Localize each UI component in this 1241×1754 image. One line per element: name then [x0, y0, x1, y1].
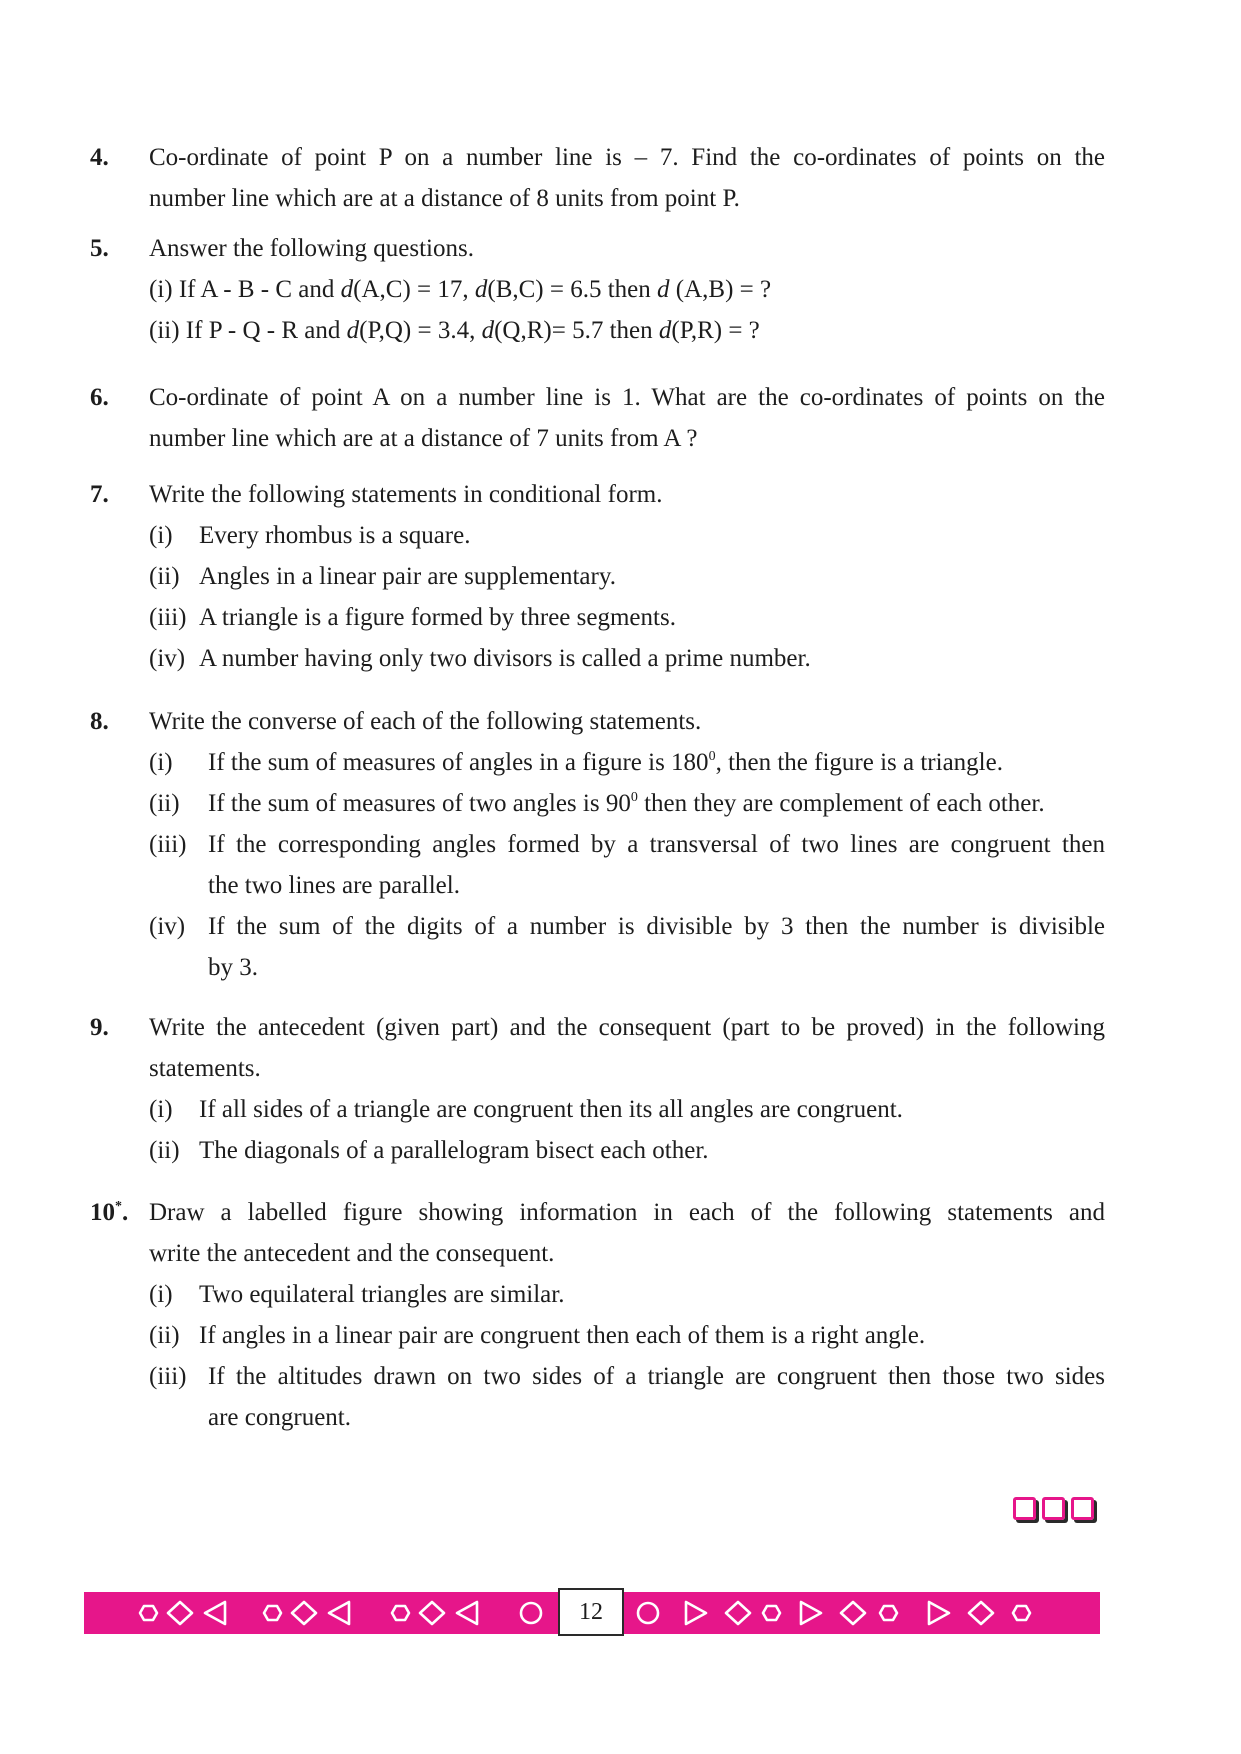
diamond-icon — [420, 1602, 444, 1624]
footer-shapes-left — [84, 1592, 556, 1634]
question-number: 5. — [90, 235, 109, 262]
triangle-left-icon — [205, 1602, 225, 1624]
question-8 — [90, 701, 1105, 988]
question-text-line: statements. — [149, 1055, 261, 1082]
question-part-i: (i) If A - B - C and d(A,C) = 17, d(B,C) = 6.5 then d (A,B) = ? — [149, 276, 772, 303]
list-item: (i) If all sides of a triangle are congruent then its all angles are congruent. — [149, 1096, 903, 1123]
list-item: (iv) A number having only two divisors is called a prime number. — [149, 645, 811, 672]
diamond-icon — [841, 1602, 865, 1624]
list-item: (ii) If angles in a linear pair are congruent then each of them is a right angle. — [149, 1322, 926, 1349]
list-item: (iii) A triangle is a figure formed by three segments. — [149, 604, 676, 631]
square-icon — [1013, 1497, 1036, 1520]
degree-superscript: 0 — [630, 790, 638, 805]
question-text-line: Write the antecedent (given part) and the consequent (part to be proved) in the following — [149, 1014, 1105, 1041]
question-text-line: Draw a labelled figure showing information in each of the following statements and — [149, 1199, 1105, 1226]
question-9 — [90, 1007, 1105, 1171]
diamond-icon — [969, 1602, 993, 1624]
question-4 — [90, 137, 1105, 219]
question-number: 7. — [90, 481, 109, 508]
triangle-left-icon — [329, 1602, 349, 1624]
footer-shapes-right — [626, 1592, 1100, 1634]
degree-superscript: 0 — [708, 749, 716, 764]
question-number: 9. — [90, 1014, 109, 1041]
list-item: (iii) If the corresponding angles formed by a transversal of two lines are congruent then — [149, 831, 1105, 858]
triangle-left-icon — [457, 1602, 477, 1624]
question-text-line: Co-ordinate of point P on a number line is – 7. Find the co-ordinates of points on the — [149, 144, 1105, 171]
question-text-line: write the antecedent and the consequent. — [149, 1240, 555, 1267]
triangle-right-icon — [686, 1602, 706, 1624]
page-number: 12 — [558, 1588, 624, 1636]
list-item: (iv) If the sum of the digits of a number is divisible by 3 then the number is divisible — [149, 913, 1105, 940]
question-number: 6. — [90, 384, 109, 411]
question-intro: Answer the following questions. — [149, 235, 474, 262]
hexagon-icon — [264, 1606, 281, 1620]
list-item-continuation: the two lines are parallel. — [208, 872, 460, 899]
hexagon-icon — [392, 1606, 409, 1620]
triangle-right-icon — [801, 1602, 821, 1624]
end-of-exercise-marks — [1013, 1497, 1094, 1520]
question-7 — [90, 474, 1105, 679]
list-item: (i) Every rhombus is a square. — [149, 522, 471, 549]
triangle-right-icon — [929, 1602, 949, 1624]
question-text-line: number line which are at a distance of 8 units from point P. — [149, 185, 740, 212]
list-item-continuation: are congruent. — [208, 1404, 351, 1431]
hexagon-icon — [1013, 1606, 1030, 1620]
list-item: (iii) If the altitudes drawn on two sides of a triangle are congruent then those two sides — [149, 1363, 1105, 1390]
question-5 — [90, 228, 1105, 351]
diamond-icon — [292, 1602, 316, 1624]
question-text-line: number line which are at a distance of 7 units from A ? — [149, 425, 698, 452]
diamond-icon — [168, 1602, 192, 1624]
diamond-icon — [726, 1602, 750, 1624]
question-number: 4. — [90, 144, 109, 171]
question-number: 10*. — [90, 1199, 129, 1226]
question-intro: Write the converse of each of the following statements. — [149, 708, 702, 735]
list-item: (ii) The diagonals of a parallelogram bisect each other. — [149, 1137, 709, 1164]
question-number: 8. — [90, 708, 109, 735]
list-item: (ii) Angles in a linear pair are supplementary. — [149, 563, 616, 590]
hexagon-icon — [763, 1606, 780, 1620]
square-icon — [1071, 1497, 1094, 1520]
question-text-line: Co-ordinate of point A on a number line is 1. What are the co-ordinates of points on the — [149, 384, 1105, 411]
list-item: (i) Two equilateral triangles are similar. — [149, 1281, 565, 1308]
circle-icon — [521, 1603, 541, 1623]
list-item-continuation: by 3. — [208, 954, 258, 981]
question-6 — [90, 377, 1105, 459]
question-intro: Write the following statements in conditional form. — [149, 481, 663, 508]
list-item: (i) If the sum of measures of angles in a figure is $180^0$, then the figure is a triangle. — [149, 749, 1003, 776]
question-10 — [90, 1192, 1105, 1438]
question-part-ii: (ii) If P - Q - R and d(P,Q) = 3.4, d(Q,R)= 5.7 then d(P,R) = ? — [149, 317, 760, 344]
hexagon-icon — [880, 1606, 897, 1620]
hexagon-icon — [140, 1606, 157, 1620]
square-icon — [1042, 1497, 1065, 1520]
circle-icon — [638, 1603, 658, 1623]
list-item: (ii) If the sum of measures of two angles is $90^0$ then they are complement of each other. — [149, 790, 1045, 817]
